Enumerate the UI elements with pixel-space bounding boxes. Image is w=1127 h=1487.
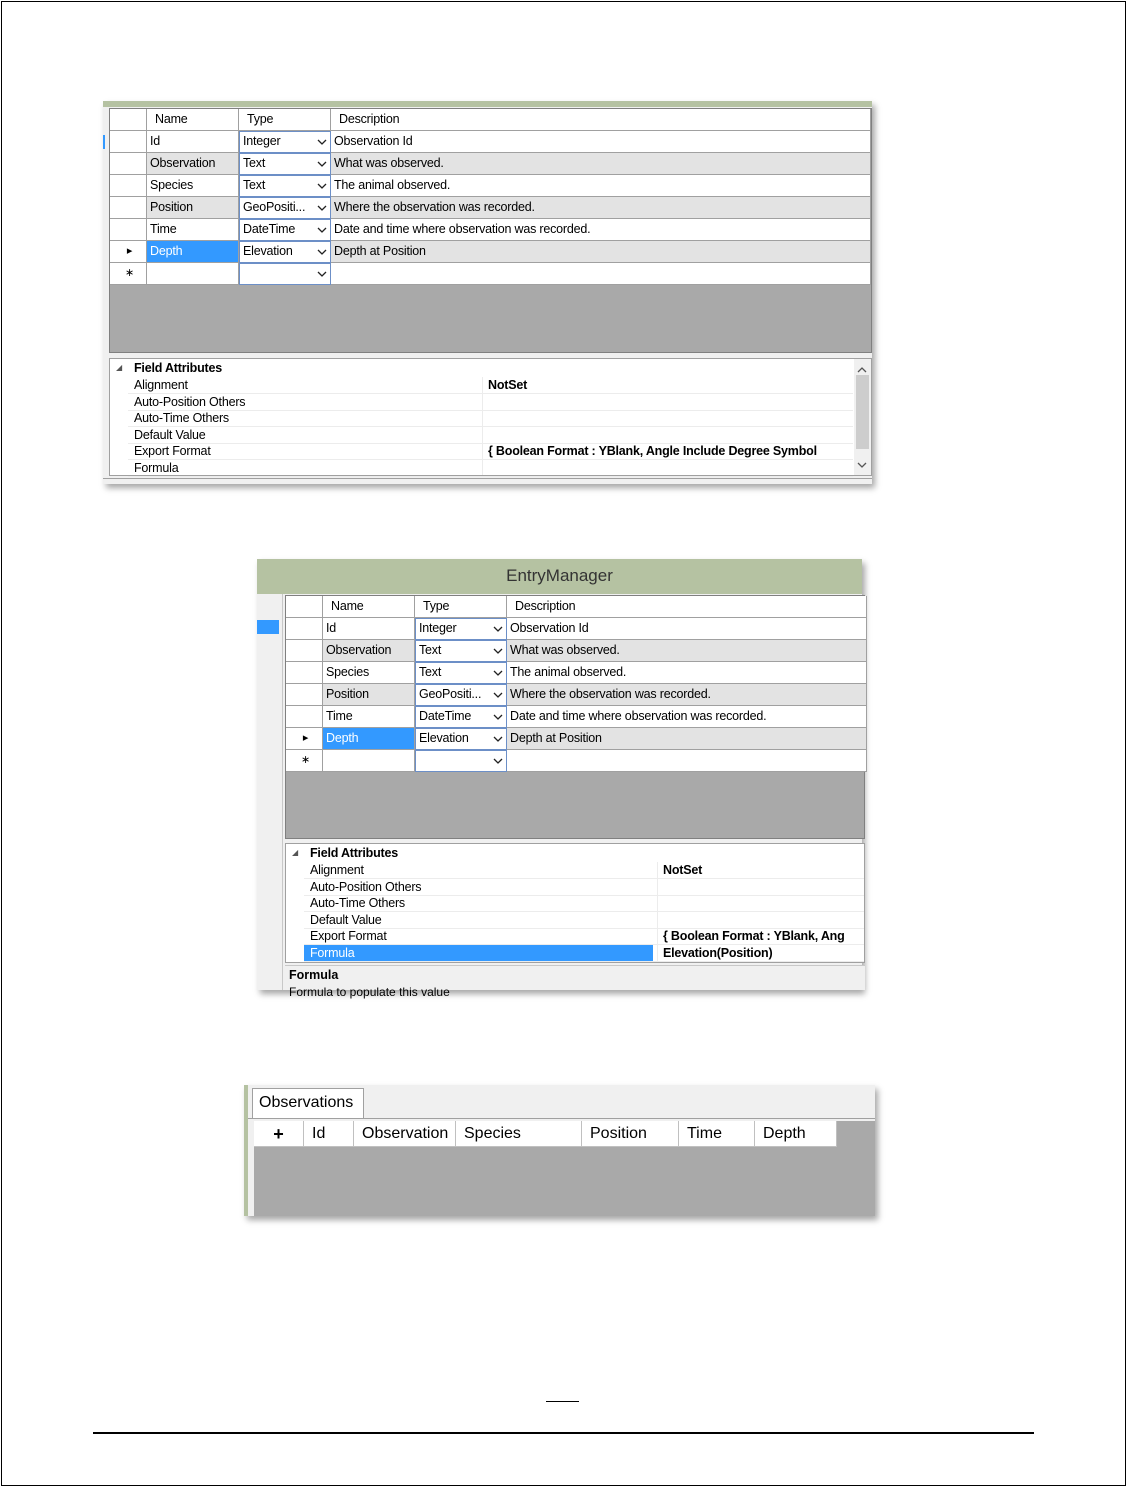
- property-name: Alignment: [134, 378, 188, 392]
- row-selector[interactable]: [286, 706, 323, 728]
- chevron-down-icon[interactable]: [317, 176, 327, 196]
- property-name: Formula: [304, 945, 653, 961]
- type-value: Integer: [419, 621, 457, 635]
- name-cell[interactable]: Time: [323, 706, 415, 728]
- type-value: GeoPositi...: [243, 200, 306, 214]
- table-row[interactable]: [286, 662, 864, 684]
- property-row[interactable]: [110, 427, 871, 444]
- name-cell[interactable]: Position: [147, 197, 239, 219]
- name-cell[interactable]: Id: [323, 618, 415, 640]
- name-cell[interactable]: Position: [323, 684, 415, 706]
- column-header-id[interactable]: Id: [304, 1121, 354, 1147]
- property-row[interactable]: [110, 460, 871, 477]
- type-dropdown[interactable]: [415, 706, 507, 728]
- description-cell[interactable]: Observation Id: [507, 618, 867, 640]
- property-row[interactable]: [286, 879, 864, 896]
- row-divider: [304, 961, 864, 962]
- divider: [103, 478, 872, 479]
- left-strip: [257, 594, 283, 990]
- window-title-bar: [257, 559, 862, 594]
- scrollbar-thumb[interactable]: [856, 375, 869, 449]
- column-divider: [657, 862, 658, 962]
- row-selector[interactable]: [110, 153, 147, 175]
- type-dropdown[interactable]: [415, 728, 507, 750]
- name-cell[interactable]: Depth: [147, 241, 239, 263]
- description-cell[interactable]: Date and time where observation was recorded.: [507, 706, 867, 728]
- column-header-position[interactable]: Position: [582, 1121, 679, 1147]
- help-text: Formula to populate this value: [289, 985, 450, 999]
- description-cell[interactable]: What was observed.: [507, 640, 867, 662]
- column-header-name[interactable]: Name: [147, 109, 239, 131]
- chevron-down-icon[interactable]: [493, 641, 503, 661]
- property-row[interactable]: [286, 912, 864, 929]
- tab-observations[interactable]: Observations: [252, 1088, 364, 1118]
- name-cell[interactable]: Species: [147, 175, 239, 197]
- type-value: Elevation: [419, 731, 469, 745]
- add-row-button[interactable]: +: [254, 1121, 304, 1147]
- description-cell[interactable]: Depth at Position: [507, 728, 867, 750]
- description-cell[interactable]: Depth at Position: [331, 241, 871, 263]
- chevron-down-icon[interactable]: [317, 154, 327, 174]
- type-value: DateTime: [419, 709, 472, 723]
- property-name: Alignment: [310, 863, 364, 877]
- type-dropdown[interactable]: [415, 750, 507, 772]
- help-title: Formula: [289, 968, 339, 982]
- page-number-underline: [546, 1401, 579, 1402]
- chevron-down-icon[interactable]: [493, 751, 503, 771]
- category-field-attributes[interactable]: [286, 845, 864, 862]
- property-row[interactable]: [110, 377, 871, 394]
- column-header-depth[interactable]: Depth: [755, 1121, 837, 1147]
- footer-rule: [93, 1432, 1034, 1434]
- description-cell[interactable]: Where the observation was recorded.: [507, 684, 867, 706]
- row-indicator: [103, 135, 105, 149]
- row-selector[interactable]: [286, 640, 323, 662]
- row-selector[interactable]: ▸: [110, 241, 147, 263]
- table-row[interactable]: [110, 131, 871, 153]
- type-value: Text: [243, 178, 266, 192]
- row-header-corner: [286, 596, 323, 618]
- title-bar: [103, 101, 872, 107]
- property-row[interactable]: [286, 895, 864, 912]
- description-cell[interactable]: [507, 750, 867, 772]
- property-name: Default Value: [134, 427, 206, 442]
- chevron-up-icon[interactable]: [857, 362, 867, 376]
- column-header-time[interactable]: Time: [679, 1121, 755, 1147]
- category-label: Field Attributes: [134, 361, 223, 375]
- type-dropdown[interactable]: [239, 197, 331, 219]
- property-row[interactable]: [110, 443, 871, 460]
- table-row[interactable]: [110, 197, 871, 219]
- table-row[interactable]: [286, 684, 864, 706]
- property-row[interactable]: [286, 928, 864, 945]
- row-selector[interactable]: ∗: [110, 263, 147, 285]
- column-divider: [482, 377, 483, 475]
- property-value[interactable]: NotSet: [663, 863, 703, 877]
- chevron-down-icon[interactable]: [317, 220, 327, 240]
- property-row[interactable]: [110, 410, 871, 427]
- name-cell[interactable]: Species: [323, 662, 415, 684]
- fields-grid-2[interactable]: [285, 595, 865, 839]
- column-header-observation[interactable]: Observation: [354, 1121, 456, 1147]
- property-name: Auto-Position Others: [310, 879, 422, 894]
- chevron-down-icon[interactable]: [493, 707, 503, 727]
- name-cell[interactable]: Time: [147, 219, 239, 241]
- property-name: Auto-Position Others: [134, 394, 246, 409]
- vertical-scrollbar[interactable]: [854, 359, 871, 475]
- property-name: Export Format: [310, 929, 387, 944]
- column-header-description[interactable]: Description: [331, 109, 871, 131]
- table-row[interactable]: [110, 153, 871, 175]
- column-header-name[interactable]: Name: [323, 596, 415, 618]
- row-selector[interactable]: [286, 618, 323, 640]
- chevron-down-icon[interactable]: [493, 685, 503, 705]
- property-name: Formula: [134, 461, 179, 475]
- row-divider: [128, 476, 853, 477]
- description-cell[interactable]: Observation Id: [331, 131, 871, 153]
- chevron-down-icon[interactable]: [493, 729, 503, 749]
- property-name: Auto-Time Others: [134, 411, 229, 426]
- fields-grid[interactable]: [109, 108, 872, 353]
- type-value: Integer: [243, 134, 281, 148]
- grid-header: [110, 109, 871, 131]
- observations-panel: [244, 1085, 875, 1216]
- row-selector[interactable]: [286, 684, 323, 706]
- row-selector[interactable]: [110, 219, 147, 241]
- table-row[interactable]: [286, 706, 864, 728]
- category-field-attributes[interactable]: [110, 360, 871, 377]
- row-header-corner: [110, 109, 147, 131]
- name-cell[interactable]: [323, 750, 415, 772]
- property-row[interactable]: [286, 862, 864, 879]
- grid-header-2: [286, 596, 864, 618]
- description-cell[interactable]: [331, 263, 871, 285]
- field-editor-panel: [103, 101, 872, 484]
- type-value: GeoPositi...: [419, 687, 482, 701]
- property-name: Auto-Time Others: [310, 896, 405, 911]
- table-row[interactable]: [286, 640, 864, 662]
- table-row[interactable]: [110, 241, 871, 263]
- type-dropdown[interactable]: [415, 640, 507, 662]
- field-attributes-grid[interactable]: [109, 358, 872, 476]
- type-value: Elevation: [243, 244, 293, 258]
- description-cell[interactable]: Date and time where observation was recorded.: [331, 219, 871, 241]
- type-value: Text: [419, 643, 442, 657]
- type-value: Text: [419, 665, 442, 679]
- property-value[interactable]: { Boolean Format : YBlank, Ang: [663, 929, 845, 944]
- type-dropdown[interactable]: [415, 662, 507, 684]
- chevron-down-icon[interactable]: [317, 264, 327, 284]
- table-row[interactable]: [110, 263, 871, 285]
- property-name: Default Value: [310, 912, 382, 927]
- type-dropdown[interactable]: [415, 618, 507, 640]
- column-header-description[interactable]: Description: [507, 596, 867, 618]
- type-dropdown[interactable]: [239, 219, 331, 241]
- table-row[interactable]: [110, 175, 871, 197]
- table-row[interactable]: [286, 618, 864, 640]
- type-dropdown[interactable]: [239, 263, 331, 285]
- column-header-type[interactable]: Type: [415, 596, 507, 618]
- chevron-down-icon[interactable]: [317, 198, 327, 218]
- property-value[interactable]: NotSet: [488, 378, 528, 392]
- description-cell[interactable]: Where the observation was recorded.: [331, 197, 871, 219]
- observations-grid[interactable]: [254, 1121, 875, 1216]
- type-dropdown[interactable]: [239, 175, 331, 197]
- row-selector[interactable]: ∗: [286, 750, 323, 772]
- left-accent: [244, 1085, 248, 1216]
- table-row[interactable]: [110, 219, 871, 241]
- entry-manager-panel: [257, 559, 862, 999]
- row-selector[interactable]: [110, 197, 147, 219]
- chevron-down-icon[interactable]: [317, 242, 327, 262]
- property-name: Export Format: [134, 444, 211, 459]
- property-row[interactable]: [286, 945, 864, 962]
- name-cell[interactable]: Depth: [323, 728, 415, 750]
- property-value[interactable]: { Boolean Format : YBlank, Angle Include Degree Symbol: [488, 444, 817, 459]
- description-cell[interactable]: What was observed.: [331, 153, 871, 175]
- table-row[interactable]: [286, 750, 864, 772]
- type-dropdown[interactable]: [239, 241, 331, 263]
- row-selector[interactable]: [110, 175, 147, 197]
- description-cell[interactable]: The animal observed.: [331, 175, 871, 197]
- collapse-triangle-icon[interactable]: ◢: [292, 848, 298, 857]
- tab-divider: [248, 1118, 875, 1119]
- chevron-down-icon[interactable]: [317, 132, 327, 152]
- name-cell[interactable]: [147, 263, 239, 285]
- category-label: Field Attributes: [310, 846, 399, 860]
- selected-tree-item[interactable]: [257, 620, 279, 634]
- row-selector[interactable]: [110, 131, 147, 153]
- row-selector[interactable]: [286, 662, 323, 684]
- description-cell[interactable]: The animal observed.: [507, 662, 867, 684]
- type-dropdown[interactable]: [239, 131, 331, 153]
- chevron-down-icon[interactable]: [493, 619, 503, 639]
- table-row[interactable]: [286, 728, 864, 750]
- field-attributes-grid-2[interactable]: [285, 843, 865, 963]
- type-value: DateTime: [243, 222, 296, 236]
- window-title: EntryManager: [506, 566, 613, 585]
- type-value: Text: [243, 156, 266, 170]
- chevron-down-icon[interactable]: [857, 457, 867, 471]
- column-header-species[interactable]: Species: [456, 1121, 582, 1147]
- name-cell[interactable]: Observation: [323, 640, 415, 662]
- row-selector[interactable]: ▸: [286, 728, 323, 750]
- type-dropdown[interactable]: [239, 153, 331, 175]
- chevron-down-icon[interactable]: [493, 663, 503, 683]
- column-header-type[interactable]: Type: [239, 109, 331, 131]
- help-pane: [285, 965, 865, 999]
- type-dropdown[interactable]: [415, 684, 507, 706]
- name-cell[interactable]: Observation: [147, 153, 239, 175]
- name-cell[interactable]: Id: [147, 131, 239, 153]
- collapse-triangle-icon[interactable]: ◢: [116, 363, 122, 372]
- property-row[interactable]: [110, 394, 871, 411]
- property-value[interactable]: Elevation(Position): [663, 946, 773, 960]
